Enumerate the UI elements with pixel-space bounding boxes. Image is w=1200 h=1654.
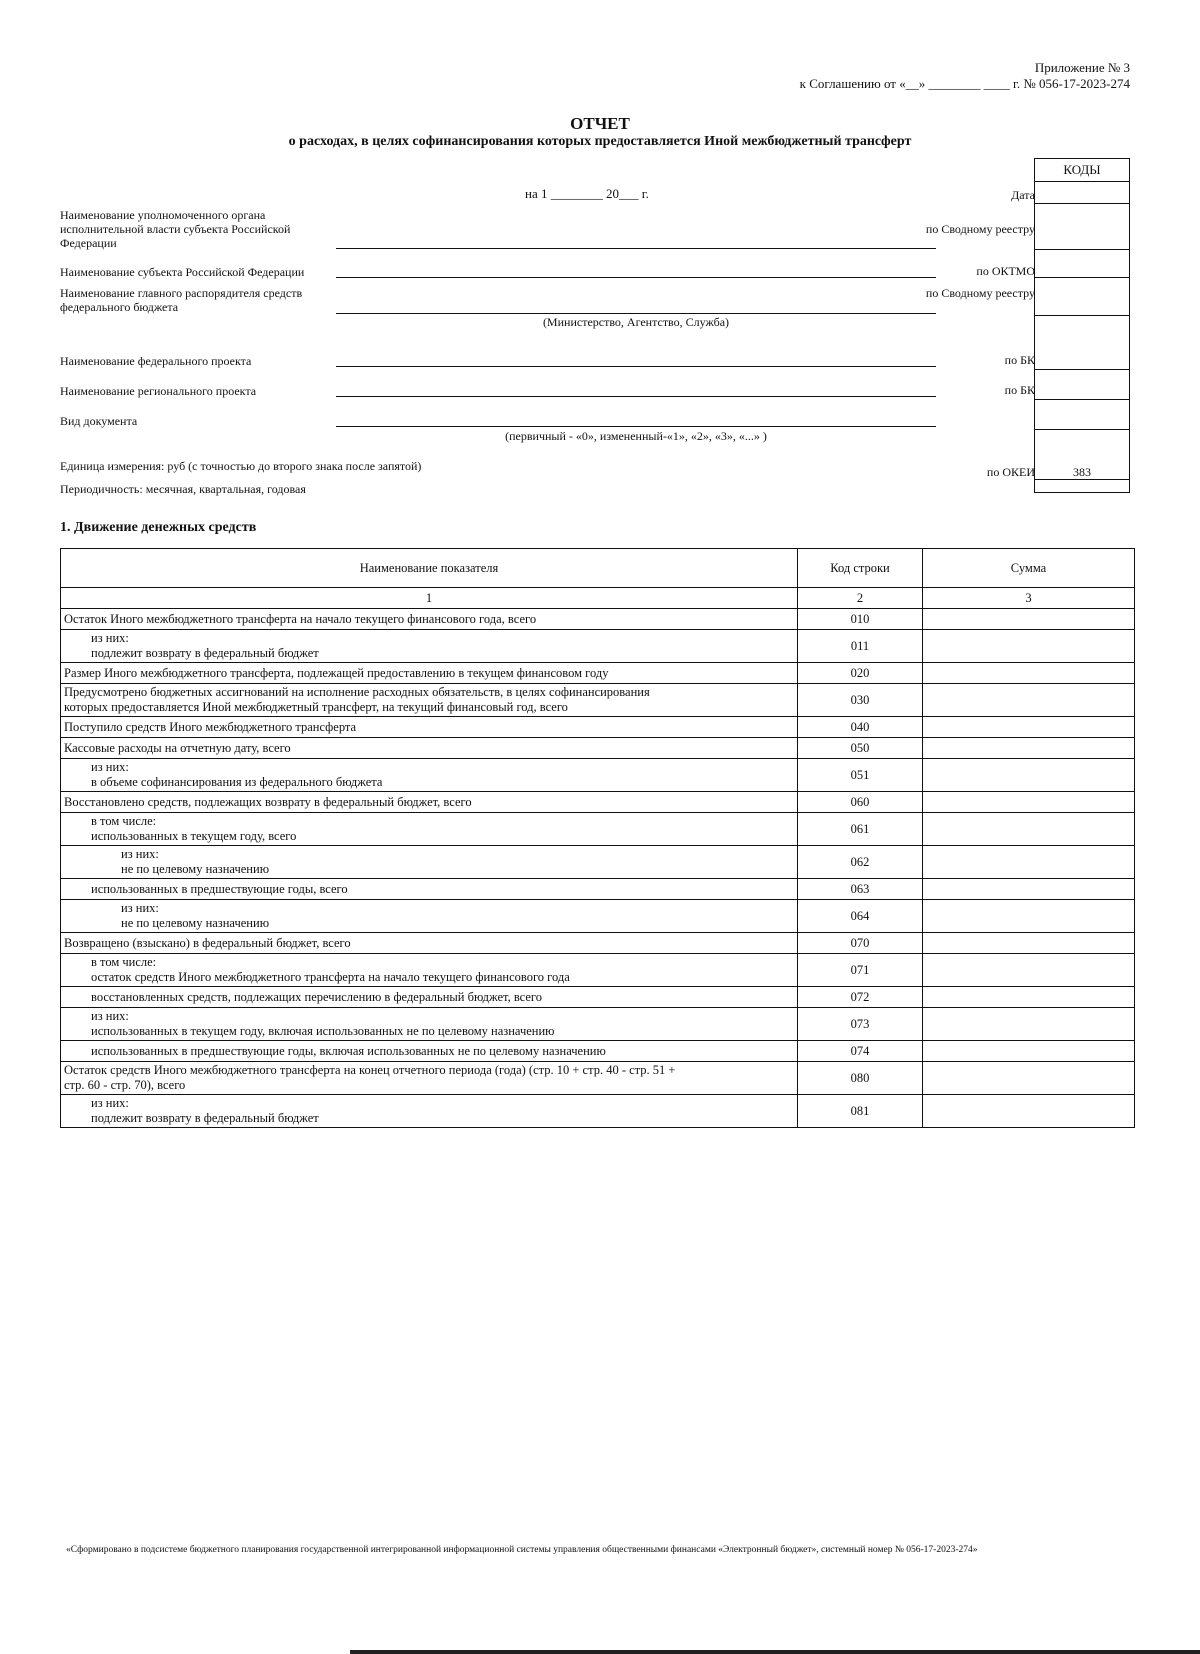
table-row xyxy=(61,1041,1135,1062)
row-sum-cell[interactable] xyxy=(923,663,1135,684)
row-indicator-line: из них: xyxy=(91,631,129,645)
row-indicator-name xyxy=(61,900,798,933)
row-code: 070 xyxy=(798,933,923,954)
codes-line-bk2 xyxy=(1035,399,1129,400)
row-sum-cell[interactable] xyxy=(923,1008,1135,1041)
field-doc-type[interactable] xyxy=(336,426,936,427)
row-code: 030 xyxy=(798,684,923,717)
row-indicator-name xyxy=(61,630,798,663)
row-indicator-line: в том числе: xyxy=(91,814,157,828)
ministry-hint: (Министерство, Агентство, Служба) xyxy=(542,315,730,329)
row-indicator-line: использованных в текущем году, всего xyxy=(91,829,297,843)
row-indicator-line: из них: xyxy=(91,1009,129,1023)
label-svodny-reestr-1: по Сводному реестру xyxy=(925,222,1035,236)
codes-line-svodny2 xyxy=(1035,315,1129,316)
okei-code-value: 383 xyxy=(1073,465,1091,479)
row-code: 062 xyxy=(798,846,923,879)
row-code: 040 xyxy=(798,717,923,738)
appendix-reference xyxy=(760,60,1130,92)
label-oktmo: по ОКТМО xyxy=(976,264,1035,278)
row-sum-cell[interactable] xyxy=(923,1095,1135,1128)
row-sum-cell[interactable] xyxy=(923,900,1135,933)
row-indicator-name xyxy=(61,933,798,954)
label-bk-1: по БК xyxy=(1004,353,1035,367)
label-authority: Наименование уполномоченного органа исполнительной власти субъекта Российской Федерации xyxy=(60,208,291,250)
scan-edge-bar xyxy=(350,1650,1200,1654)
table-row xyxy=(61,609,1135,630)
label-main-manager: Наименование главного распорядителя средств федерального бюджета xyxy=(60,286,303,314)
field-authority[interactable] xyxy=(336,248,936,249)
row-code: 010 xyxy=(798,609,923,630)
row-indicator-name xyxy=(61,1062,798,1095)
table-row xyxy=(61,987,1135,1008)
label-unit: Единица измерения: руб (с точностью до второго знака после запятой) xyxy=(60,459,422,473)
row-sum-cell[interactable] xyxy=(923,684,1135,717)
date-line-text: на 1 ________ 20___ г. xyxy=(525,186,649,201)
row-sum-cell[interactable] xyxy=(923,879,1135,900)
table-row xyxy=(61,933,1135,954)
row-code: 073 xyxy=(798,1008,923,1041)
table-column-numbers xyxy=(61,588,1135,609)
row-code: 064 xyxy=(798,900,923,933)
codes-header: КОДЫ xyxy=(1035,159,1129,182)
row-indicator-line: Кассовые расходы на отчетную дату, всего xyxy=(64,740,291,755)
label-date: Дата xyxy=(1011,188,1035,202)
table-header-row xyxy=(61,549,1135,588)
row-indicator-name xyxy=(61,609,798,630)
row-code: 063 xyxy=(798,879,923,900)
row-indicator-name xyxy=(61,987,798,1008)
table-row xyxy=(61,1008,1135,1041)
appendix-number: Приложение № 3 xyxy=(1034,60,1130,75)
row-indicator-line: из них: xyxy=(121,901,159,915)
row-indicator-name xyxy=(61,954,798,987)
codes-line-date xyxy=(1035,203,1129,204)
row-sum-cell[interactable] xyxy=(923,738,1135,759)
row-indicator-line: подлежит возврату в федеральный бюджет xyxy=(91,1111,319,1125)
row-indicator-line: не по целевому назначению xyxy=(121,862,270,876)
row-code: 060 xyxy=(798,792,923,813)
row-sum-cell[interactable] xyxy=(923,933,1135,954)
cash-flow-table xyxy=(60,548,1135,1128)
field-subject[interactable] xyxy=(336,277,936,278)
row-code: 051 xyxy=(798,759,923,792)
row-indicator-line: Размер Иного межбюджетного трансферта, подлежащей предоставлению в текущем финансовом году xyxy=(64,665,609,680)
row-indicator-line: Остаток Иного межбюджетного трансферта на начало текущего финансового года, всего xyxy=(64,611,537,626)
footer-note: «Сформировано в подсистеме бюджетного планирования государственной интегрированной информационной системы управления общественными финансами «Электронный бюджет», системный номер № 056-17-2023-274» xyxy=(66,1545,978,1555)
row-sum-cell[interactable] xyxy=(923,813,1135,846)
row-code: 050 xyxy=(798,738,923,759)
row-indicator-line: которых предоставляется Иной межбюджетный трансферт, на текущий финансовый год, всего xyxy=(64,700,568,714)
row-indicator-line: из них: xyxy=(121,847,159,861)
row-sum-cell[interactable] xyxy=(923,846,1135,879)
row-indicator-line: не по целевому назначению xyxy=(121,916,270,930)
row-sum-cell[interactable] xyxy=(923,630,1135,663)
row-code: 071 xyxy=(798,954,923,987)
row-indicator-line: в том числе: xyxy=(91,955,157,969)
report-subtitle: о расходах, в целях софинансирования которых предоставляется Иной межбюджетный трансферт xyxy=(288,134,912,149)
table-row xyxy=(61,684,1135,717)
row-sum-cell[interactable] xyxy=(923,759,1135,792)
section-title: 1. Движение денежных средств xyxy=(60,520,257,535)
row-indicator-name xyxy=(61,717,798,738)
row-indicator-line: Поступило средств Иного межбюджетного трансферта xyxy=(64,719,357,734)
row-sum-cell[interactable] xyxy=(923,987,1135,1008)
row-indicator-name xyxy=(61,1008,798,1041)
codes-line-doc xyxy=(1035,429,1129,430)
row-sum-cell[interactable] xyxy=(923,609,1135,630)
row-indicator-name xyxy=(61,813,798,846)
table-row xyxy=(61,846,1135,879)
row-indicator-name xyxy=(61,684,798,717)
field-regional-project[interactable] xyxy=(336,396,936,397)
row-sum-cell[interactable] xyxy=(923,1041,1135,1062)
row-indicator-line: из них: xyxy=(91,760,129,774)
row-indicator-name xyxy=(61,879,798,900)
row-indicator-name xyxy=(61,846,798,879)
table-row xyxy=(61,663,1135,684)
row-code: 020 xyxy=(798,663,923,684)
row-sum-cell[interactable] xyxy=(923,954,1135,987)
row-sum-cell[interactable] xyxy=(923,717,1135,738)
row-indicator-name xyxy=(61,1095,798,1128)
codes-line-bk1 xyxy=(1035,369,1129,370)
label-subject: Наименование субъекта Российской Федерации xyxy=(60,265,305,279)
codes-line-oktmo xyxy=(1035,277,1129,278)
field-main-manager[interactable] xyxy=(336,313,936,314)
table-row xyxy=(61,630,1135,663)
col-number-1: 1 xyxy=(61,588,798,609)
row-indicator-line: подлежит возврату в федеральный бюджет xyxy=(91,646,319,660)
row-code: 081 xyxy=(798,1095,923,1128)
codes-line-svodny1 xyxy=(1035,249,1129,250)
row-indicator-line: в объеме софинансирования из федерального бюджета xyxy=(91,775,383,789)
field-federal-project[interactable] xyxy=(336,366,936,367)
table-row xyxy=(61,759,1135,792)
header-sum: Сумма xyxy=(923,549,1135,588)
row-sum-cell[interactable] xyxy=(923,792,1135,813)
row-indicator-line: стр. 60 - стр. 70), всего xyxy=(64,1078,186,1092)
table-row xyxy=(61,792,1135,813)
report-title: ОТЧЕТ xyxy=(570,114,630,133)
col-number-3: 3 xyxy=(923,588,1135,609)
label-doc-type: Вид документа xyxy=(60,414,138,428)
row-indicator-line: Восстановлено средств, подлежащих возврату в федеральный бюджет, всего xyxy=(64,794,472,809)
row-code: 011 xyxy=(798,630,923,663)
label-regional-project: Наименование регионального проекта xyxy=(60,384,257,398)
table-row xyxy=(61,1095,1135,1128)
row-indicator-line: использованных в предшествующие годы, всего xyxy=(91,881,348,896)
table-row xyxy=(61,813,1135,846)
row-indicator-line: остаток средств Иного межбюджетного трансферта на начало текущего финансового года xyxy=(91,970,570,984)
agreement-reference: к Соглашению от «__» ________ ____ г. № 056-17-2023-274 xyxy=(799,76,1130,91)
row-code: 072 xyxy=(798,987,923,1008)
row-indicator-line: Остаток средств Иного межбюджетного трансферта на конец отчетного периода (года) (стр. 10 + стр. 40 - стр. 51 + xyxy=(64,1063,676,1077)
row-sum-cell[interactable] xyxy=(923,1062,1135,1095)
table-row xyxy=(61,717,1135,738)
label-svodny-reestr-2: по Сводному реестру xyxy=(925,286,1035,300)
row-indicator-line: восстановленных средств, подлежащих перечислению в федеральный бюджет, всего xyxy=(91,989,542,1004)
header-code: Код строки xyxy=(798,549,923,588)
table-row xyxy=(61,738,1135,759)
table-row xyxy=(61,1062,1135,1095)
row-code: 074 xyxy=(798,1041,923,1062)
label-okei: по ОКЕИ xyxy=(986,465,1035,479)
header-indicator: Наименование показателя xyxy=(61,549,798,588)
label-bk-2: по БК xyxy=(1004,383,1035,397)
row-indicator-name xyxy=(61,759,798,792)
row-indicator-line: использованных в текущем году, включая использованных не по целевому назначению xyxy=(91,1024,555,1038)
row-indicator-name xyxy=(61,792,798,813)
row-code: 080 xyxy=(798,1062,923,1095)
row-indicator-line: Возвращено (взыскано) в федеральный бюджет, всего xyxy=(64,935,351,950)
row-indicator-name xyxy=(61,663,798,684)
row-indicator-name xyxy=(61,1041,798,1062)
row-code: 061 xyxy=(798,813,923,846)
row-indicator-name xyxy=(61,738,798,759)
row-indicator-line: из них: xyxy=(91,1096,129,1110)
label-periodicity: Периодичность: месячная, квартальная, годовая xyxy=(60,482,306,496)
codes-box xyxy=(1034,158,1130,493)
table-row xyxy=(61,954,1135,987)
table-row xyxy=(61,900,1135,933)
row-indicator-line: Предусмотрено бюджетных ассигнований на исполнение расходных обязательств, в целях софинансирования xyxy=(64,685,650,699)
row-indicator-line: использованных в предшествующие годы, включая использованных не по целевому назначению xyxy=(91,1043,606,1058)
doc-type-hint: (первичный - «0», измененный-«1», «2», «3», «...» ) xyxy=(505,429,767,443)
table-row xyxy=(61,879,1135,900)
report-date-line xyxy=(460,186,649,202)
col-number-2: 2 xyxy=(798,588,923,609)
label-federal-project: Наименование федерального проекта xyxy=(60,354,252,368)
